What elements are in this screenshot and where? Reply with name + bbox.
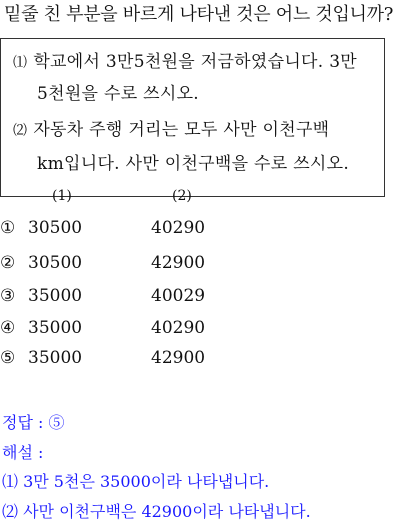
option-value-1: 30500 bbox=[28, 218, 83, 238]
option-marker: ③ bbox=[0, 286, 16, 306]
option-3[interactable] bbox=[0, 286, 400, 308]
option-marker: ⑤ bbox=[0, 348, 16, 368]
option-2[interactable] bbox=[0, 253, 400, 275]
item-1-number: ⑴ bbox=[13, 55, 28, 71]
column-header-2: (2) bbox=[172, 188, 192, 204]
option-value-2: 40029 bbox=[151, 286, 206, 306]
option-value-1: 35000 bbox=[28, 348, 83, 368]
item-1-line-1: 학교에서 3만5천원을 저금하였습니다. 3만 bbox=[33, 52, 358, 72]
explanation-line-1: ⑴ 3만 5천은 35000이라 나타냅니다. bbox=[2, 472, 270, 491]
explanation-label: 해설 : bbox=[2, 443, 44, 462]
problem-item-2 bbox=[13, 119, 329, 142]
item-2-number: ⑵ bbox=[13, 123, 28, 139]
option-value-1: 35000 bbox=[28, 318, 83, 338]
option-value-2: 42900 bbox=[151, 253, 206, 273]
option-value-2: 40290 bbox=[151, 218, 206, 238]
option-value-1: 35000 bbox=[28, 286, 83, 306]
option-value-2: 42900 bbox=[151, 348, 206, 368]
option-marker: ① bbox=[0, 218, 16, 238]
option-marker: ④ bbox=[0, 318, 16, 338]
option-value-2: 40290 bbox=[151, 318, 206, 338]
explanation-line-2: ⑵ 사만 이천구백은 42900이라 나타냅니다. bbox=[2, 502, 311, 521]
option-value-1: 30500 bbox=[28, 253, 83, 273]
problem-item-1 bbox=[13, 51, 357, 74]
problem-box bbox=[0, 38, 385, 197]
question-text: 밑줄 친 부분을 바르게 나타낸 것은 어느 것입니까? bbox=[4, 4, 394, 25]
item-2-line-1: 자동차 주행 거리는 모두 사만 이천구백 bbox=[33, 120, 330, 140]
option-1[interactable] bbox=[0, 218, 400, 240]
option-4[interactable] bbox=[0, 318, 400, 340]
column-header-1: (1) bbox=[52, 188, 72, 204]
option-5[interactable] bbox=[0, 348, 400, 370]
option-marker: ② bbox=[0, 253, 16, 273]
item-2-line-2: km입니다. 사만 이천구백을 수로 쓰시오. bbox=[37, 154, 350, 174]
answer-label: 정답 : ⑤ bbox=[2, 413, 65, 432]
item-1-line-2: 5천원을 수로 쓰시오. bbox=[37, 84, 200, 104]
